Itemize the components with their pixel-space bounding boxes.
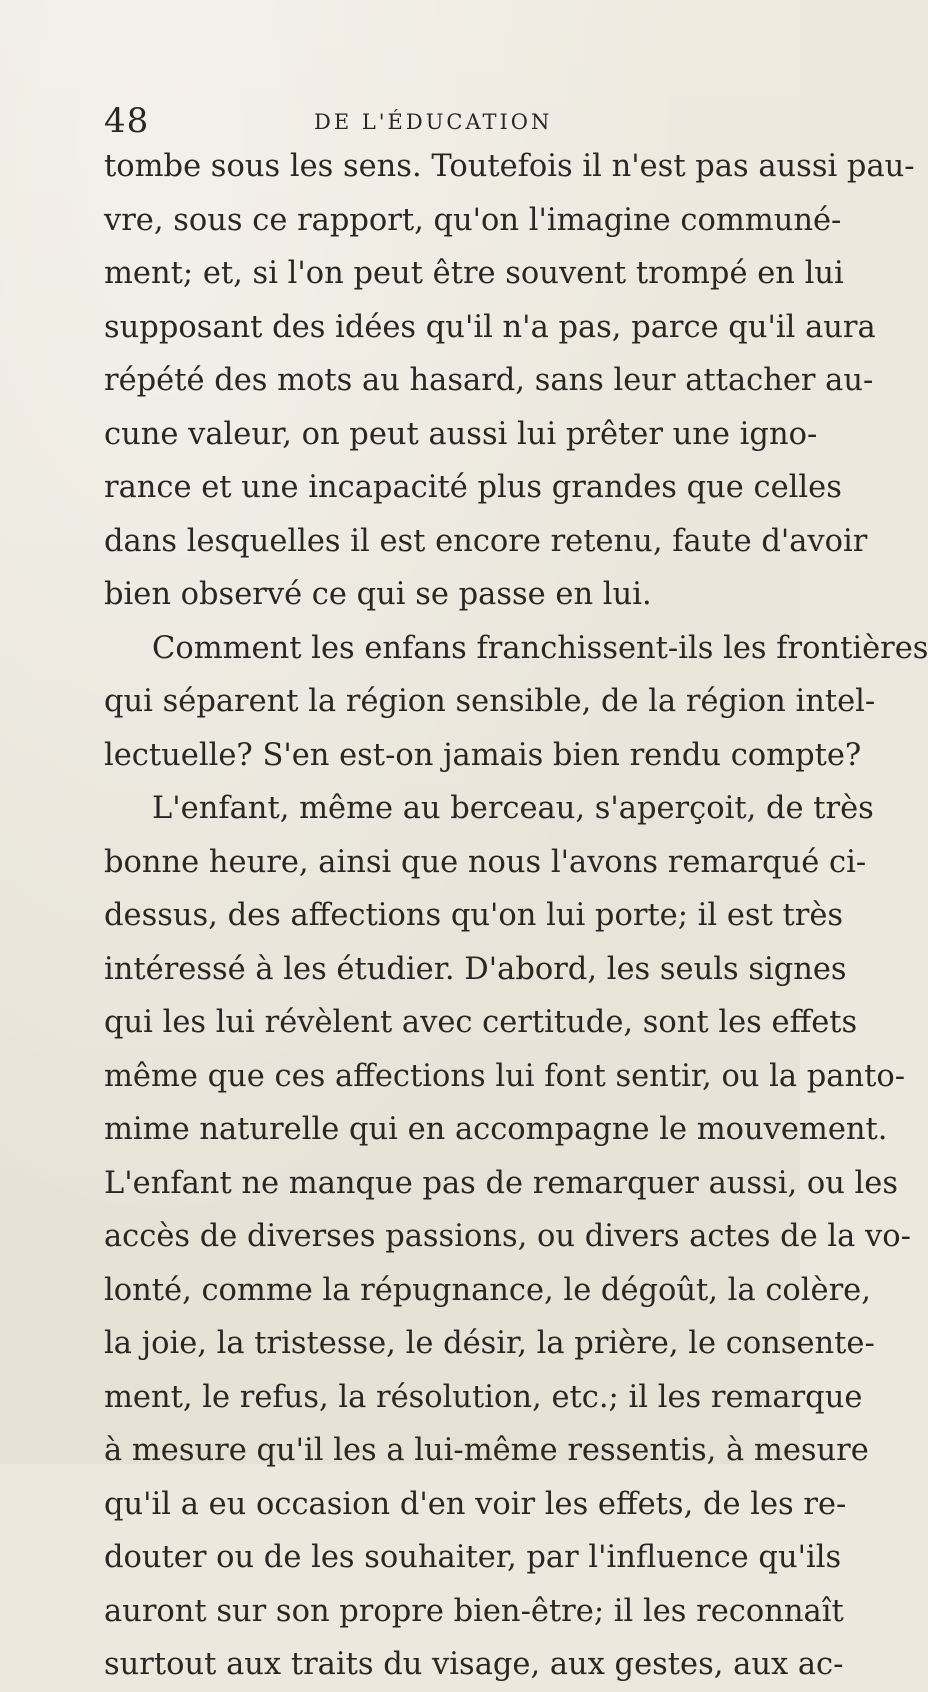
text-line: la joie, la tristesse, le désir, la prière, le consente- xyxy=(104,1326,875,1361)
text-line: qu'il a eu occasion d'en voir les effets, de les re- xyxy=(104,1486,847,1522)
running-head xyxy=(104,101,704,141)
running-title: DE L'ÉDUCATION xyxy=(314,110,553,134)
text-line: rance et une incapacité plus grandes que celles xyxy=(104,470,842,505)
text-line: bonne heure, ainsi que nous l'avons remarqué ci- xyxy=(104,844,867,880)
text-line: dessus, des affections qu'on lui porte; il est très xyxy=(104,898,844,933)
text-line: tombe sous les sens. Toutefois il n'est pas aussi pau- xyxy=(104,149,915,184)
paragraph-end-line: bien observé ce qui se passe en lui. xyxy=(104,577,652,612)
text-line: vre, sous ce rapport, qu'on l'imagine communé- xyxy=(104,202,842,238)
text-line: accès de diverses passions, ou divers actes de la vo- xyxy=(104,1219,911,1254)
paragraph-start-line: Comment les enfans franchissent-ils les frontières xyxy=(152,630,928,666)
text-line: cune valeur, on peut aussi lui prêter une igno- xyxy=(104,416,818,452)
text-line: ment, le refus, la résolution, etc.; il les remarque xyxy=(104,1379,863,1415)
text-line: qui les lui révèlent avec certitude, sont les effets xyxy=(104,1005,858,1040)
text-line: lonté, comme la répugnance, le dégoût, la colère, xyxy=(104,1272,871,1308)
body-text xyxy=(104,140,928,1692)
text-line: surtout aux traits du visage, aux gestes, aux ac- xyxy=(104,1647,844,1682)
text-line: ment; et, si l'on peut être souvent trompé en lui xyxy=(104,256,844,291)
text-line: qui séparent la région sensible, de la région intel- xyxy=(104,684,876,719)
text-line: à mesure qu'il les a lui-même ressentis, à mesure xyxy=(104,1433,869,1468)
page-number: 48 xyxy=(104,101,150,141)
text-line: mime naturelle qui en accompagne le mouvement. xyxy=(104,1112,888,1147)
text-line: répété des mots au hasard, sans leur attacher au- xyxy=(104,363,874,398)
text-line: intéressé à les étudier. D'abord, les seuls signes xyxy=(104,951,847,987)
text-line: dans lesquelles il est encore retenu, faute d'avoir xyxy=(104,523,868,559)
text-line: supposant des idées qu'il n'a pas, parce qu'il aura xyxy=(104,309,876,345)
text-line: auront sur son propre bien-être; il les reconnaît xyxy=(104,1593,844,1629)
text-line: douter ou de les souhaiter, par l'influence qu'ils xyxy=(104,1540,842,1575)
text-line: même que ces affections lui font sentir, ou la panto- xyxy=(104,1058,906,1094)
paragraph-end-line: lectuelle? S'en est-on jamais bien rendu compte? xyxy=(104,737,862,773)
paragraph-start-line: L'enfant, même au berceau, s'aperçoit, de très xyxy=(152,791,874,826)
text-line: L'enfant ne manque pas de remarquer aussi, ou les xyxy=(104,1165,899,1201)
